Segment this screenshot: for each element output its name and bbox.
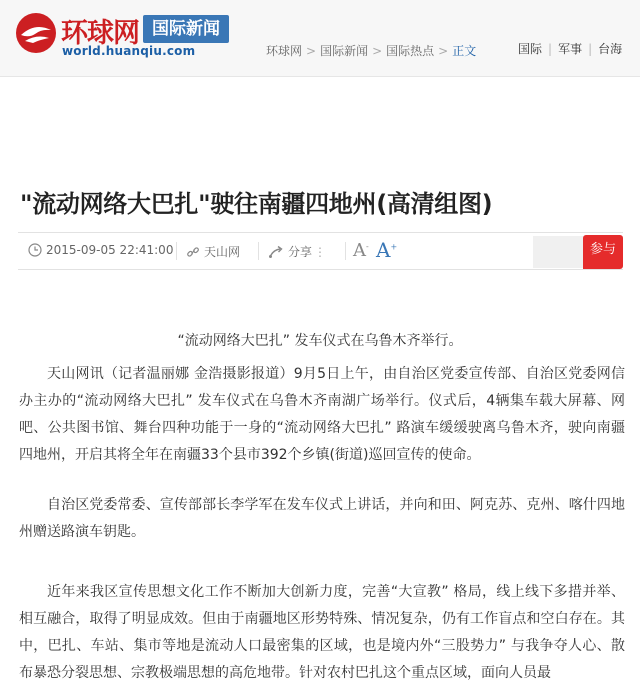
site-domain: world.huanqiu.com [62, 44, 196, 58]
meta-divider [176, 242, 177, 260]
breadcrumb-separator: > [306, 44, 317, 58]
article-source[interactable] [186, 243, 240, 260]
font-smaller-label: A [353, 240, 366, 261]
image-caption: “流动网络大巴扎” 发车仪式在乌鲁木齐举行。 [177, 333, 463, 349]
meta-divider [258, 242, 259, 260]
share-label: 分享 [288, 245, 313, 259]
publish-time [28, 243, 173, 257]
article-paragraph: 近年来我区宣传思想文化工作不断加大创新力度，完善“大宣教” 格局，线上线下多措并举、相互融合，取得了明显成效。但由于南疆地区形势特殊、情况复杂，仍有工作盲点和空白存在。其中，巴扎、车站、集市等地是流动人口最密集的区域，也是境内外“三股势力” 与我争夺人心、散布暴恐分裂思想、宗教极端思想的高危地带。针对农村巴扎这个重点区域，面向人员最 [19, 584, 625, 681]
share-icon [268, 245, 284, 259]
article-meta-bar [18, 232, 623, 270]
breadcrumb-world[interactable]: 国际新闻 [320, 44, 369, 58]
nav-item-military[interactable]: 军事 [558, 42, 583, 56]
clock-icon [28, 243, 42, 257]
breadcrumb-home[interactable]: 环球网 [266, 44, 303, 58]
font-smaller-button[interactable]: A- [353, 240, 369, 261]
section-badge[interactable]: 国际新闻 [143, 15, 229, 43]
breadcrumb-separator: > [438, 44, 449, 58]
link-icon [186, 245, 200, 259]
brand-name[interactable]: 环球网 [61, 18, 139, 49]
breadcrumb [266, 42, 476, 59]
meta-divider [345, 242, 346, 260]
font-larger-button[interactable]: A+ [376, 238, 398, 262]
nav-item-taiwan[interactable]: 台海 [598, 42, 623, 56]
site-header [0, 0, 640, 77]
article-paragraph: 天山网讯（记者温丽娜 金浩摄影报道）9月5日上午，由自治区党委宣传部、自治区党委网信办主办的“流动网络大巴扎” 发车仪式在乌鲁木齐南湖广场举行。仪式后，4辆集车载大屏幕、网吧、公共图书馆、舞台四种功能于一身的“流动网络大巴扎” 路演车缓缓驶离乌鲁木齐，驶向南疆四地州，开启其将全年在南疆33个县市392个乡镇(街道)巡回宣传的使命。 [19, 366, 625, 463]
breadcrumb-hot[interactable]: 国际热点 [386, 44, 435, 58]
publish-time-text: 2015-09-05 22:41:00 [46, 243, 174, 257]
source-text: 天山网 [204, 245, 241, 259]
breadcrumb-separator: > [372, 44, 383, 58]
nav-item-world[interactable]: 国际 [518, 42, 543, 56]
share-button[interactable] [268, 243, 326, 260]
huanqiu-logo-icon[interactable] [15, 12, 57, 54]
breadcrumb-current: 正文 [452, 44, 477, 58]
join-discussion-button[interactable]: 参与 [583, 235, 623, 269]
article-title: "流动网络大巴扎"驶往南疆四地州(高清组图) [20, 190, 493, 219]
share-dropdown-icon: ⋮ [314, 244, 327, 259]
nav-separator: | [588, 42, 593, 56]
top-nav [518, 40, 622, 57]
nav-separator: | [548, 42, 553, 56]
font-larger-label: A [376, 238, 391, 262]
article-paragraph: 自治区党委常委、宣传部部长李学军在发车仪式上讲话，并向和田、阿克苏、克州、喀什四地州赠送路演车钥匙。 [19, 497, 625, 540]
